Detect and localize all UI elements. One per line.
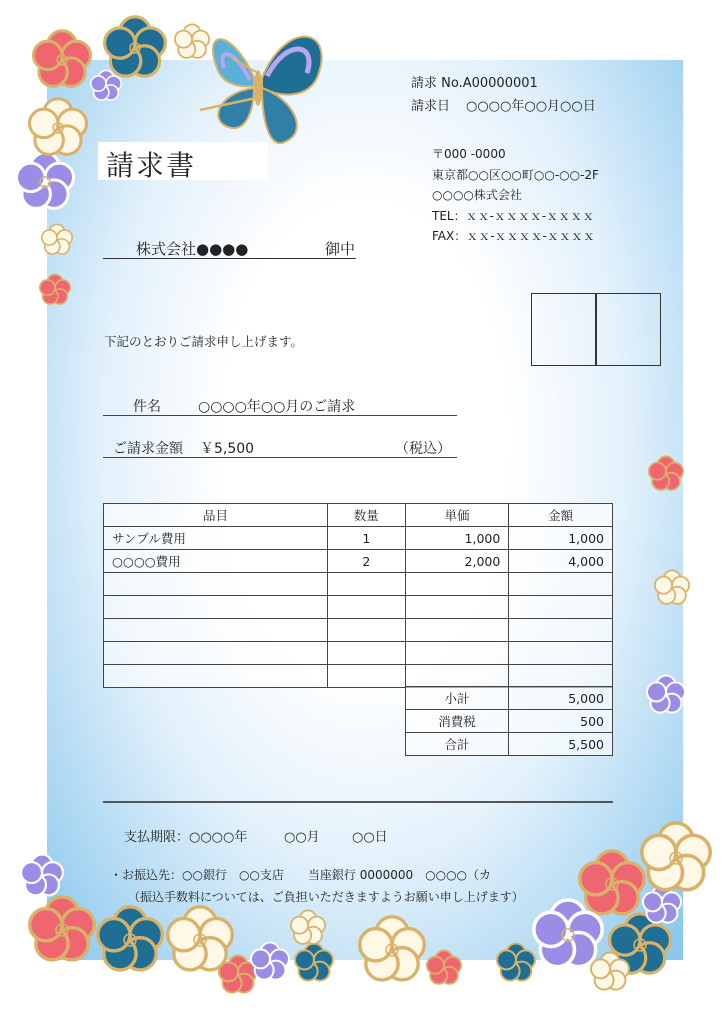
stamp-box <box>531 293 596 366</box>
header-item: 品目 <box>104 504 328 527</box>
amount-label: ご請求金額 <box>113 441 183 457</box>
table-row <box>104 527 613 550</box>
due-date-year: 支払期限：○○○○年 <box>124 830 248 845</box>
sender-address: 東京都○○区○○町○○-○○-2F <box>432 168 599 182</box>
invoice-date: ○○○○年○○月○○日 <box>466 99 596 114</box>
invoice-number: 請求 No.A00000001 <box>411 76 538 91</box>
due-date-month: ○○月 <box>284 830 320 845</box>
sender-tel: TEL：ｘｘ-ｘｘｘｘ-ｘｘｘｘ <box>432 209 595 223</box>
amount-value: ￥5,500 <box>200 441 255 457</box>
tax-row <box>406 710 613 733</box>
document-title: 請求書 <box>106 149 197 182</box>
item-amount-cell <box>509 665 613 688</box>
recipient-underline <box>103 258 356 259</box>
header-amount: 金額 <box>509 504 613 527</box>
due-date-day: ○○日 <box>352 830 388 845</box>
item-name-cell <box>104 573 328 596</box>
item-unit-price-cell <box>405 642 509 665</box>
intro-text: 下記のとおりご請求申し上げます。 <box>104 334 304 349</box>
stamp-box <box>596 293 661 366</box>
item-quantity-cell <box>327 573 405 596</box>
bank-fee-note: （振込手数料については、ご負担いただきますようお願い申し上げます） <box>128 890 524 904</box>
tax-value: 500 <box>509 710 613 733</box>
item-amount-cell <box>509 596 613 619</box>
header-unit-price: 単価 <box>405 504 509 527</box>
sender-company: ○○○○株式会社 <box>432 188 522 202</box>
item-name-cell <box>104 642 328 665</box>
item-quantity-cell: 2 <box>327 550 405 573</box>
item-unit-price-cell <box>405 619 509 642</box>
item-name-cell: ○○○○費用 <box>104 550 328 573</box>
subtotal-value: 5,000 <box>509 687 613 710</box>
item-name-cell <box>104 619 328 642</box>
table-row <box>104 642 613 665</box>
totals-table <box>405 686 613 756</box>
butterfly-icon <box>200 37 322 144</box>
header-quantity: 数量 <box>327 504 405 527</box>
subtotal-row <box>406 687 613 710</box>
item-name-cell <box>104 665 328 688</box>
item-quantity-cell <box>327 596 405 619</box>
recipient-honorific: 御中 <box>325 240 356 258</box>
table-header-row <box>104 504 613 527</box>
subject-underline <box>103 415 457 416</box>
total-label: 合計 <box>406 733 509 756</box>
bank-info: ・お振込先：○○銀行 ○○支店 当座銀行 0000000 ○○○○（カ <box>110 868 492 882</box>
item-unit-price-cell <box>405 665 509 688</box>
table-row <box>104 619 613 642</box>
recipient-name: 株式会社●●●● <box>136 240 249 258</box>
total-value: 5,500 <box>509 733 613 756</box>
item-unit-price-cell <box>405 596 509 619</box>
item-quantity-cell <box>327 642 405 665</box>
item-amount-cell <box>509 642 613 665</box>
item-quantity-cell: 1 <box>327 527 405 550</box>
item-amount-cell <box>509 573 613 596</box>
item-name-cell: サンプル費用 <box>104 527 328 550</box>
table-row <box>104 596 613 619</box>
footer-divider <box>103 801 613 803</box>
item-quantity-cell <box>327 665 405 688</box>
amount-underline <box>103 457 457 458</box>
total-row <box>406 733 613 756</box>
table-row <box>104 550 613 573</box>
subject-value: ○○○○年○○月のご請求 <box>198 399 356 415</box>
item-unit-price-cell: 1,000 <box>405 527 509 550</box>
item-quantity-cell <box>327 619 405 642</box>
subject-label: 件名 <box>133 399 161 415</box>
tax-note: （税込） <box>395 441 451 457</box>
table-row <box>104 573 613 596</box>
item-amount-cell: 4,000 <box>509 550 613 573</box>
item-amount-cell: 1,000 <box>509 527 613 550</box>
table-row <box>104 665 613 688</box>
tax-label: 消費税 <box>406 710 509 733</box>
sender-fax: FAX：ｘｘ-ｘｘｘｘ-ｘｘｘｘ <box>432 229 595 243</box>
subtotal-label: 小計 <box>406 687 509 710</box>
item-amount-cell <box>509 619 613 642</box>
item-name-cell <box>104 596 328 619</box>
item-unit-price-cell: 2,000 <box>405 550 509 573</box>
item-unit-price-cell <box>405 573 509 596</box>
invoice-date-label: 請求日 <box>411 99 451 114</box>
items-table <box>103 503 613 688</box>
sender-postal: 〒000 -0000 <box>432 147 506 161</box>
